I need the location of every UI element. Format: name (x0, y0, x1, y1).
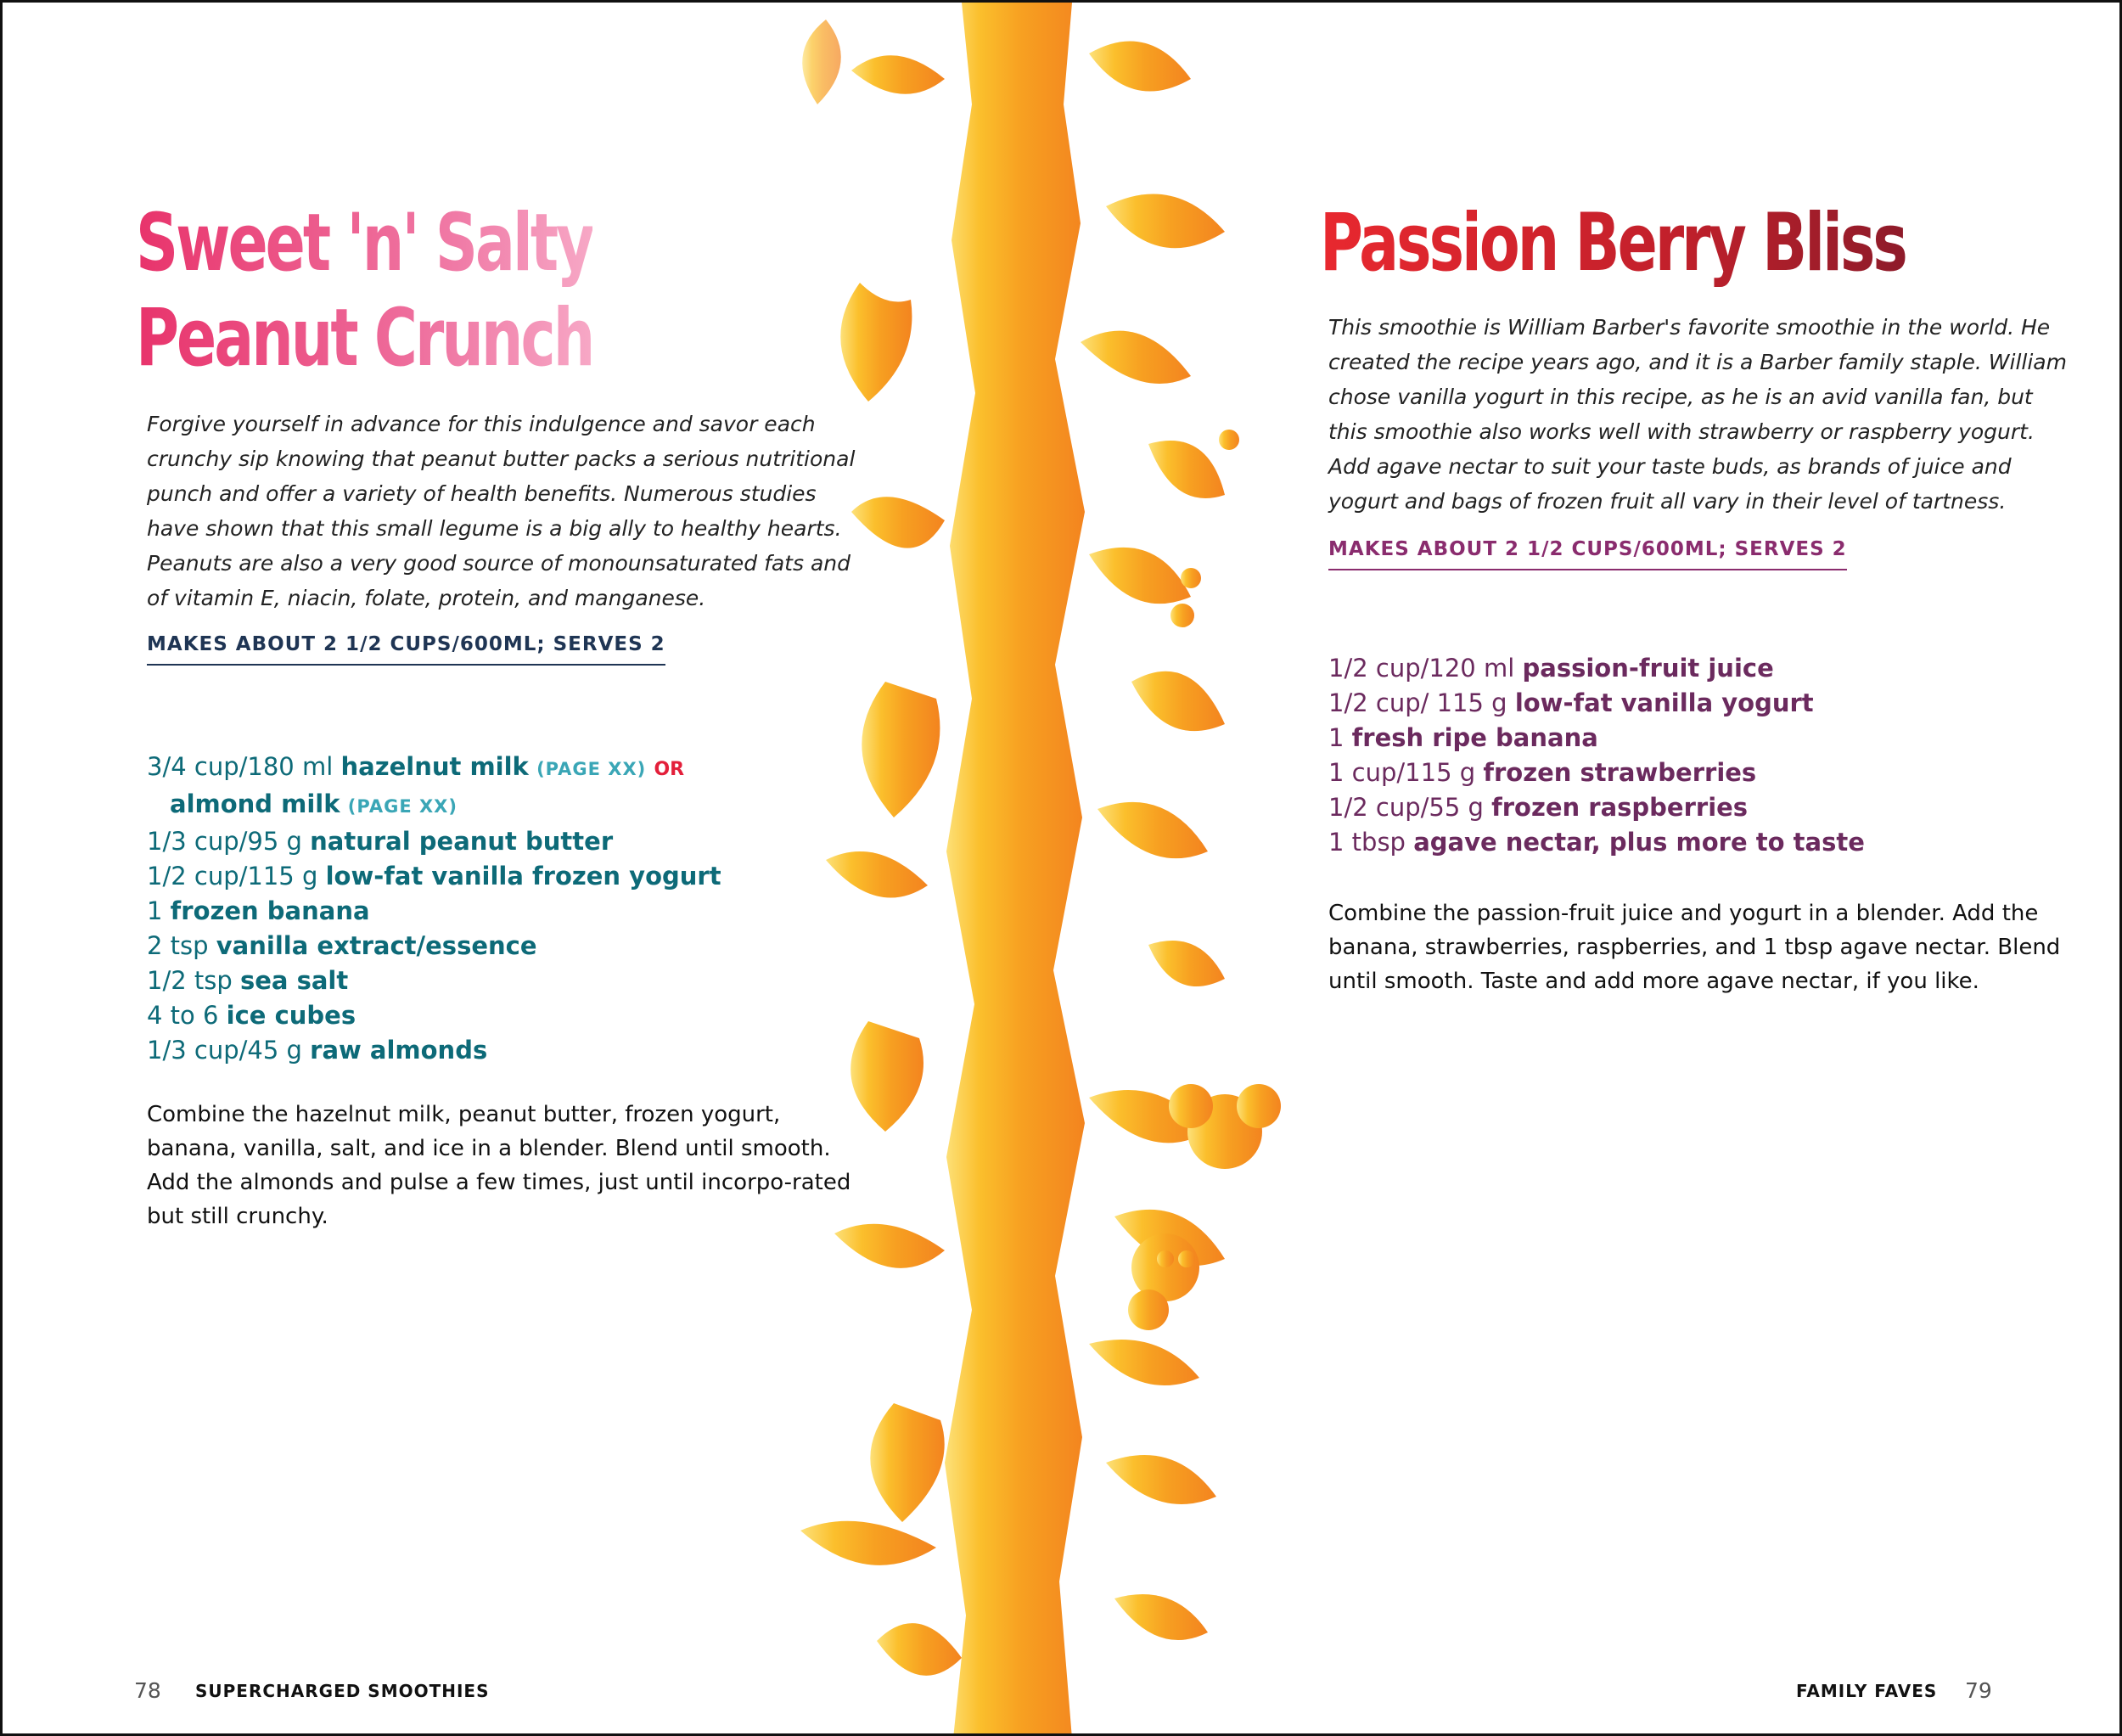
floral-decoration (749, 3, 1310, 1736)
ingredient-item: 1 fresh ripe banana (1328, 723, 1598, 752)
ingredient-item: 1/3 cup/45 g raw almonds (147, 1036, 488, 1065)
ingredient-item: 1 cup/115 g frozen strawberries (1328, 758, 1757, 787)
left-page-number: 78 (134, 1678, 161, 1703)
right-recipe-title (1320, 196, 1906, 291)
ingredient-item: 1/2 cup/ 115 g low-fat vanilla yogurt (1328, 688, 1814, 717)
right-page-number: 79 (1965, 1678, 1992, 1703)
right-intro-paragraph: This smoothie is William Barber's favorite smoothie in the world. He created the recipe years ago, and it is a Barber family staple. William chose vanilla yogurt in this recipe, as he is an avid vanilla fan, but this smoothie also works well with strawberry or raspberry yogurt. Add agave nectar to suit your taste buds, as brands of juice and yogurt and bags of frozen fruit all vary in their level of tartness. (1328, 315, 2067, 514)
ingredient-item: 1/2 cup/55 g frozen raspberries (1328, 793, 1749, 822)
left-intro-paragraph: Forgive yourself in advance for this indulgence and savor each crunchy sip knowing that peanut butter packs a serious nutritional punch and offer a variety of health benefits. Numerous studies have shown that this small legume is a big ally to healthy hearts. Peanuts are also a very good source of monounsaturated fats and of vitamin E, niacin, folate, protein, and manganese. (147, 412, 856, 610)
right-ingredient-list (1328, 651, 1865, 860)
ingredient-item: 1/2 tsp sea salt (147, 966, 349, 995)
left-ingredient-list (147, 750, 721, 1068)
ingredient-item: 1/2 cup/120 ml passion-fruit juice (1328, 654, 1774, 683)
right-yield: MAKES ABOUT 2 1/2 CUPS/600ML; SERVES 2 (1328, 538, 1847, 570)
left-method: Combine the hazelnut milk, peanut butter, frozen yogurt, banana, vanilla, salt, and ice in a blender. Blend until smooth. Add the almonds and pulse a few times, just until incorpo-rated but still crunchy. (147, 1102, 851, 1229)
ingredient-item: 4 to 6 ice cubes (147, 1001, 356, 1030)
ingredient-item: 1 tbsp agave nectar, plus more to taste (1328, 828, 1865, 857)
ingredient-item: 2 tsp vanilla extract/essence (147, 931, 537, 960)
ingredient-item: 3/4 cup/180 ml hazelnut milk (PAGE XX) OR (147, 752, 685, 781)
right-method: Combine the passion-fruit juice and yogurt in a blender. Add the banana, strawberries, raspberries, and 1 tbsp agave nectar. Blend until smooth. Taste and add more agave nectar, if you like. (1328, 901, 2061, 994)
ingredient-item: 1/2 cup/115 g low-fat vanilla frozen yogurt (147, 862, 721, 890)
right-running-head: FAMILY FAVES (1796, 1681, 1938, 1701)
ingredient-item: 1 frozen banana (147, 896, 370, 925)
left-recipe-title (136, 196, 592, 386)
left-title-line1: Sweet 'n' Salty (136, 197, 592, 289)
right-title-text: Passion Berry Bliss (1320, 197, 1906, 289)
left-yield: MAKES ABOUT 2 1/2 CUPS/600ML; SERVES 2 (147, 633, 665, 666)
ingredient-item: almond milk (PAGE XX) (170, 789, 458, 818)
left-running-head: SUPERCHARGED SMOOTHIES (195, 1681, 490, 1701)
ingredient-item: 1/3 cup/95 g natural peanut butter (147, 827, 614, 856)
left-title-line2: Peanut Crunch (136, 292, 593, 385)
